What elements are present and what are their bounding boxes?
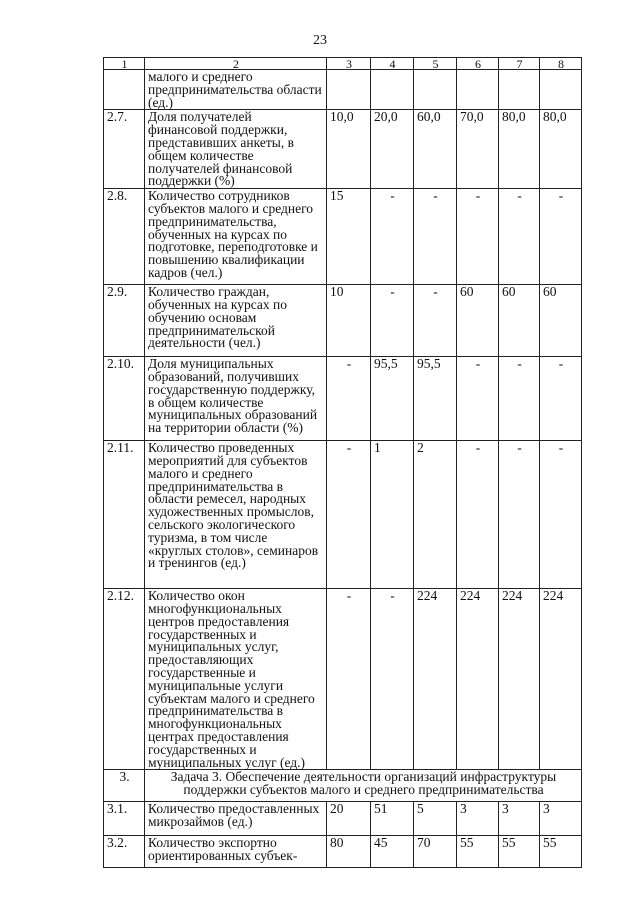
row-label: Количество сотрудников субъектов малого и среднего предпринимательства, обученных на курсах по подготовке, переподготовке и повышению квалификации кадров (чел.) bbox=[145, 189, 327, 285]
table-row bbox=[104, 285, 582, 357]
row-label: Доля муниципальных образований, получивших государственную поддержку, в общем количестве муниципальных образований на территории области (%) bbox=[145, 357, 327, 441]
header-cell: 5 bbox=[414, 58, 457, 70]
value-cell bbox=[371, 70, 414, 110]
value-cell: 80,0 bbox=[499, 110, 540, 189]
value-cell: - bbox=[457, 357, 499, 441]
value-cell: 60,0 bbox=[414, 110, 457, 189]
value-cell: 60 bbox=[540, 285, 582, 357]
value-cell: 55 bbox=[540, 836, 582, 868]
value-cell: - bbox=[540, 189, 582, 285]
value-cell: - bbox=[540, 441, 582, 589]
table-row bbox=[104, 189, 582, 285]
value-cell: 60 bbox=[457, 285, 499, 357]
value-cell: 70,0 bbox=[457, 110, 499, 189]
value-cell: 3 bbox=[457, 802, 499, 836]
row-number: 2.7. bbox=[104, 110, 145, 189]
header-cell: 1 bbox=[104, 58, 145, 70]
row-number: 2.12. bbox=[104, 589, 145, 770]
row-label: Количество окон многофункциональных центров предоставления государственных и муниципальных услуг, предоставляющих государственные и муниципальные услуги субъектам малого и среднего предпринимательства в многофункциональных центрах предоставления государственных и муниципальных услуг (ед.) bbox=[145, 589, 327, 770]
value-cell: - bbox=[327, 357, 371, 441]
header-cell: 4 bbox=[371, 58, 414, 70]
value-cell: 70 bbox=[414, 836, 457, 868]
value-cell: 224 bbox=[457, 589, 499, 770]
table-row bbox=[104, 357, 582, 441]
row-label: Количество проведенных мероприятий для субъектов малого и среднего предпринимательства в области ремесел, народных художественных промыслов, сельского экологического туризма, в том числе «круглых столов», семинаров и тренингов (ед.) bbox=[145, 441, 327, 589]
row-number: 2.9. bbox=[104, 285, 145, 357]
column-number-header bbox=[104, 58, 582, 70]
value-cell: - bbox=[371, 189, 414, 285]
row-number: 2.11. bbox=[104, 441, 145, 589]
task-number: 3. bbox=[104, 770, 145, 802]
value-cell: - bbox=[499, 357, 540, 441]
value-cell: - bbox=[457, 441, 499, 589]
task-row bbox=[104, 770, 582, 802]
table-row bbox=[104, 441, 582, 589]
value-cell: - bbox=[499, 441, 540, 589]
row-number: 3.2. bbox=[104, 836, 145, 868]
value-cell: 80 bbox=[327, 836, 371, 868]
table-row bbox=[104, 589, 582, 770]
row-label: Количество граждан, обученных на курсах по обучению основам предпринимательской деятельности (чел.) bbox=[145, 285, 327, 357]
value-cell: 224 bbox=[499, 589, 540, 770]
value-cell bbox=[540, 70, 582, 110]
value-cell: 55 bbox=[499, 836, 540, 868]
value-cell: 20,0 bbox=[371, 110, 414, 189]
table-row bbox=[104, 110, 582, 189]
value-cell: - bbox=[540, 357, 582, 441]
row-number: 2.8. bbox=[104, 189, 145, 285]
value-cell: 95,5 bbox=[371, 357, 414, 441]
value-cell: - bbox=[327, 441, 371, 589]
value-cell: 10 bbox=[327, 285, 371, 357]
value-cell: 3 bbox=[499, 802, 540, 836]
value-cell: 95,5 bbox=[414, 357, 457, 441]
header-cell: 7 bbox=[499, 58, 540, 70]
value-cell: 45 bbox=[371, 836, 414, 868]
header-cell: 2 bbox=[145, 58, 327, 70]
value-cell bbox=[327, 70, 371, 110]
table-row bbox=[104, 70, 582, 110]
table-row bbox=[104, 802, 582, 836]
table-row bbox=[104, 836, 582, 868]
value-cell: 1 bbox=[371, 441, 414, 589]
row-label: Доля получателей финансовой поддержки, представивших анкеты, в общем количестве получателей финансовой поддержки (%) bbox=[145, 110, 327, 189]
task-heading: Задача 3. Обеспечение деятельности организаций инфраструктуры поддержки субъектов малого и среднего предпринимательства bbox=[145, 770, 582, 802]
page-number: 23 bbox=[313, 33, 327, 48]
value-cell: 80,0 bbox=[540, 110, 582, 189]
row-label: малого и среднего предпринимательства области (ед.) bbox=[145, 70, 327, 110]
header-cell: 6 bbox=[457, 58, 499, 70]
value-cell: - bbox=[414, 285, 457, 357]
row-number: 2.10. bbox=[104, 357, 145, 441]
value-cell: 15 bbox=[327, 189, 371, 285]
value-cell: 224 bbox=[414, 589, 457, 770]
indicators-table bbox=[103, 57, 582, 868]
value-cell bbox=[457, 70, 499, 110]
value-cell bbox=[414, 70, 457, 110]
value-cell: 60 bbox=[499, 285, 540, 357]
value-cell: 3 bbox=[540, 802, 582, 836]
value-cell: 55 bbox=[457, 836, 499, 868]
value-cell: 5 bbox=[414, 802, 457, 836]
value-cell: - bbox=[457, 189, 499, 285]
row-number bbox=[104, 70, 145, 110]
value-cell: - bbox=[327, 589, 371, 770]
value-cell bbox=[499, 70, 540, 110]
value-cell: - bbox=[371, 589, 414, 770]
value-cell: 2 bbox=[414, 441, 457, 589]
value-cell: - bbox=[414, 189, 457, 285]
row-number: 3.1. bbox=[104, 802, 145, 836]
value-cell: 224 bbox=[540, 589, 582, 770]
value-cell: 10,0 bbox=[327, 110, 371, 189]
value-cell: 51 bbox=[371, 802, 414, 836]
value-cell: 20 bbox=[327, 802, 371, 836]
row-label: Количество предоставленных микрозаймов (ед.) bbox=[145, 802, 327, 836]
header-cell: 8 bbox=[540, 58, 582, 70]
value-cell: - bbox=[499, 189, 540, 285]
row-label: Количество экспортно ориентированных субъек- bbox=[145, 836, 327, 868]
value-cell: - bbox=[371, 285, 414, 357]
header-cell: 3 bbox=[327, 58, 371, 70]
